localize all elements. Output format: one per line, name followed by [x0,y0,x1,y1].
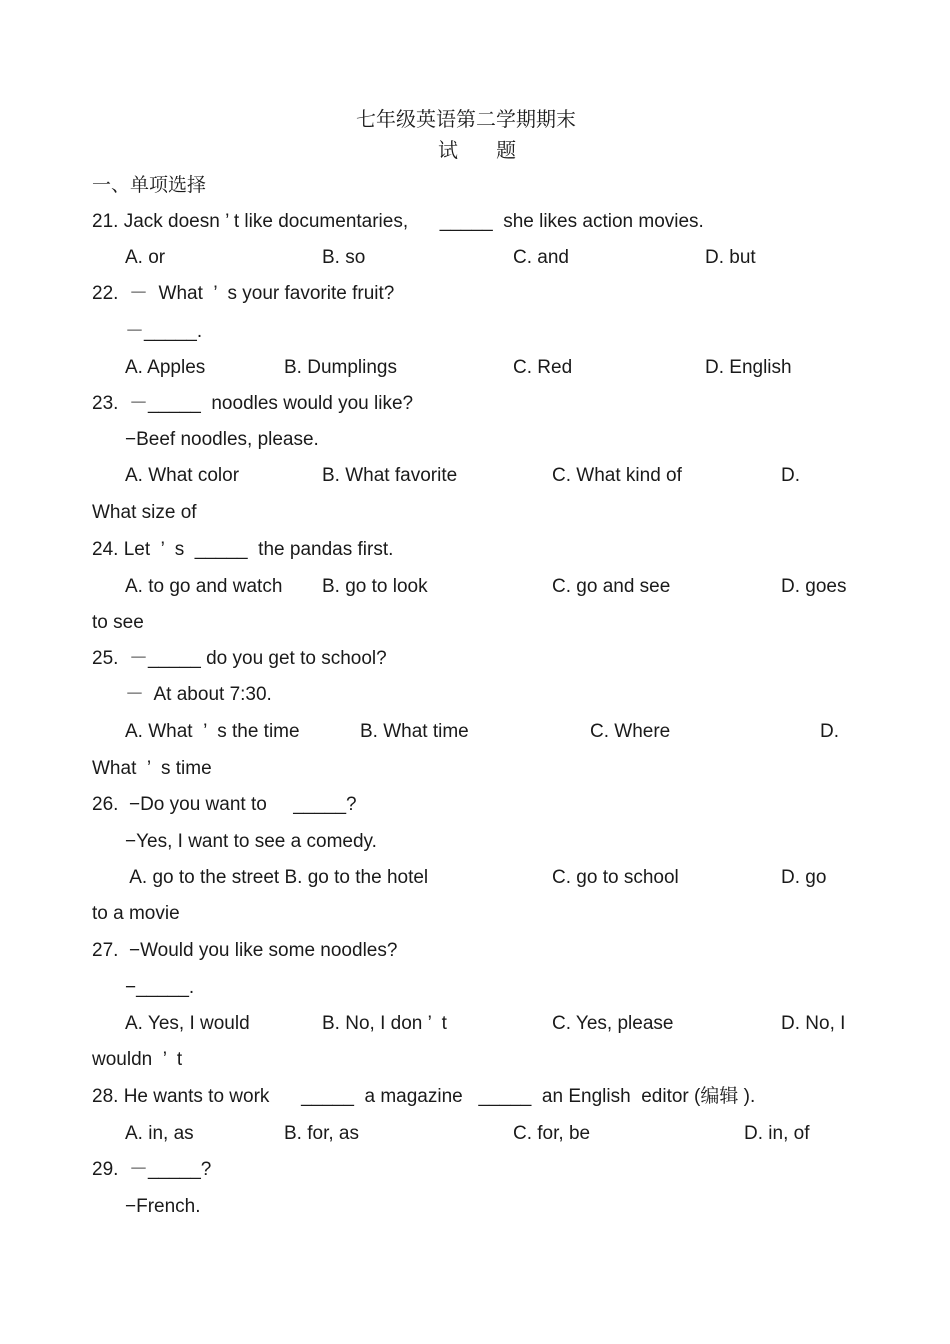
question-reply: −Beef noodles, please. [125,429,319,450]
option-d: D. in, of [744,1123,810,1144]
option-c: C. Where [590,721,671,742]
question-stem: 27. −Would you like some noodles? [92,940,398,961]
option-b: B. What time [360,721,469,742]
option-a: A. Apples [125,357,206,378]
option-d-continued: wouldn ’ t [92,1049,183,1070]
question-stem: 28. He wants to work _____ a magazine _____ an English editor (编辑 ). [92,1086,756,1107]
option-d: D. [781,465,800,486]
option-a: A. What color [125,465,240,486]
page-title: 七年级英语第二学期期末 [356,107,576,131]
option-d: D. go [781,867,827,888]
option-d: D. goes [781,576,847,597]
option-c: C. go to school [552,867,679,888]
page-subtitle: 试 题 [438,138,517,162]
option-c: C. and [513,247,569,268]
option-d-continued: What ’ s time [92,758,212,779]
option-a: A. Yes, I would [125,1013,250,1034]
question-stem: 24. Let ’ s _____ the pandas first. [92,539,394,560]
option-d-continued: to see [92,612,144,633]
option-a: A. in, as [125,1123,194,1144]
option-d: D. but [705,247,756,268]
option-d-continued: to a movie [92,903,180,924]
question-stem: 26. −Do you want to _____? [92,794,357,815]
question-stem: 29. －_____? [92,1159,212,1180]
option-b: B. so [322,247,366,268]
question-stem: 23. －_____ noodles would you like? [92,393,414,414]
option-c: C. Red [513,357,573,378]
option-b: B. for, as [284,1123,359,1144]
option-a: A. or [125,247,166,268]
question-reply: −Yes, I want to see a comedy. [125,831,377,852]
option-c: C. go and see [552,576,671,597]
option-d: D. [820,721,839,742]
question-reply: −_____. [125,977,195,998]
question-reply: －_____. [125,321,203,342]
option-c: C. Yes, please [552,1013,674,1034]
option-a: A. What ’ s the time [125,721,300,742]
option-b: B. go to look [322,576,428,597]
question-stem: 25. －_____ do you get to school? [92,648,387,669]
option-c: C. for, be [513,1123,591,1144]
option-b: B. What favorite [322,465,458,486]
option-a-b: A. go to the street B. go to the hotel [125,867,429,888]
question-reply: −French. [125,1196,201,1217]
option-d: D. English [705,357,792,378]
option-c: C. What kind of [552,465,682,486]
option-b: B. Dumplings [284,357,397,378]
option-d: D. No, I [781,1013,846,1034]
option-d-continued: What size of [92,502,197,523]
question-reply: － At about 7:30. [125,684,272,705]
section-heading: 一、单项选择 [92,174,207,196]
question-stem: 21. Jack doesn ’ t like documentaries, _____ she likes action movies. [92,211,704,232]
option-b: B. No, I don ’ t [322,1013,447,1034]
option-a: A. to go and watch [125,576,283,597]
question-stem: 22. － What ’ s your favorite fruit? [92,283,395,304]
